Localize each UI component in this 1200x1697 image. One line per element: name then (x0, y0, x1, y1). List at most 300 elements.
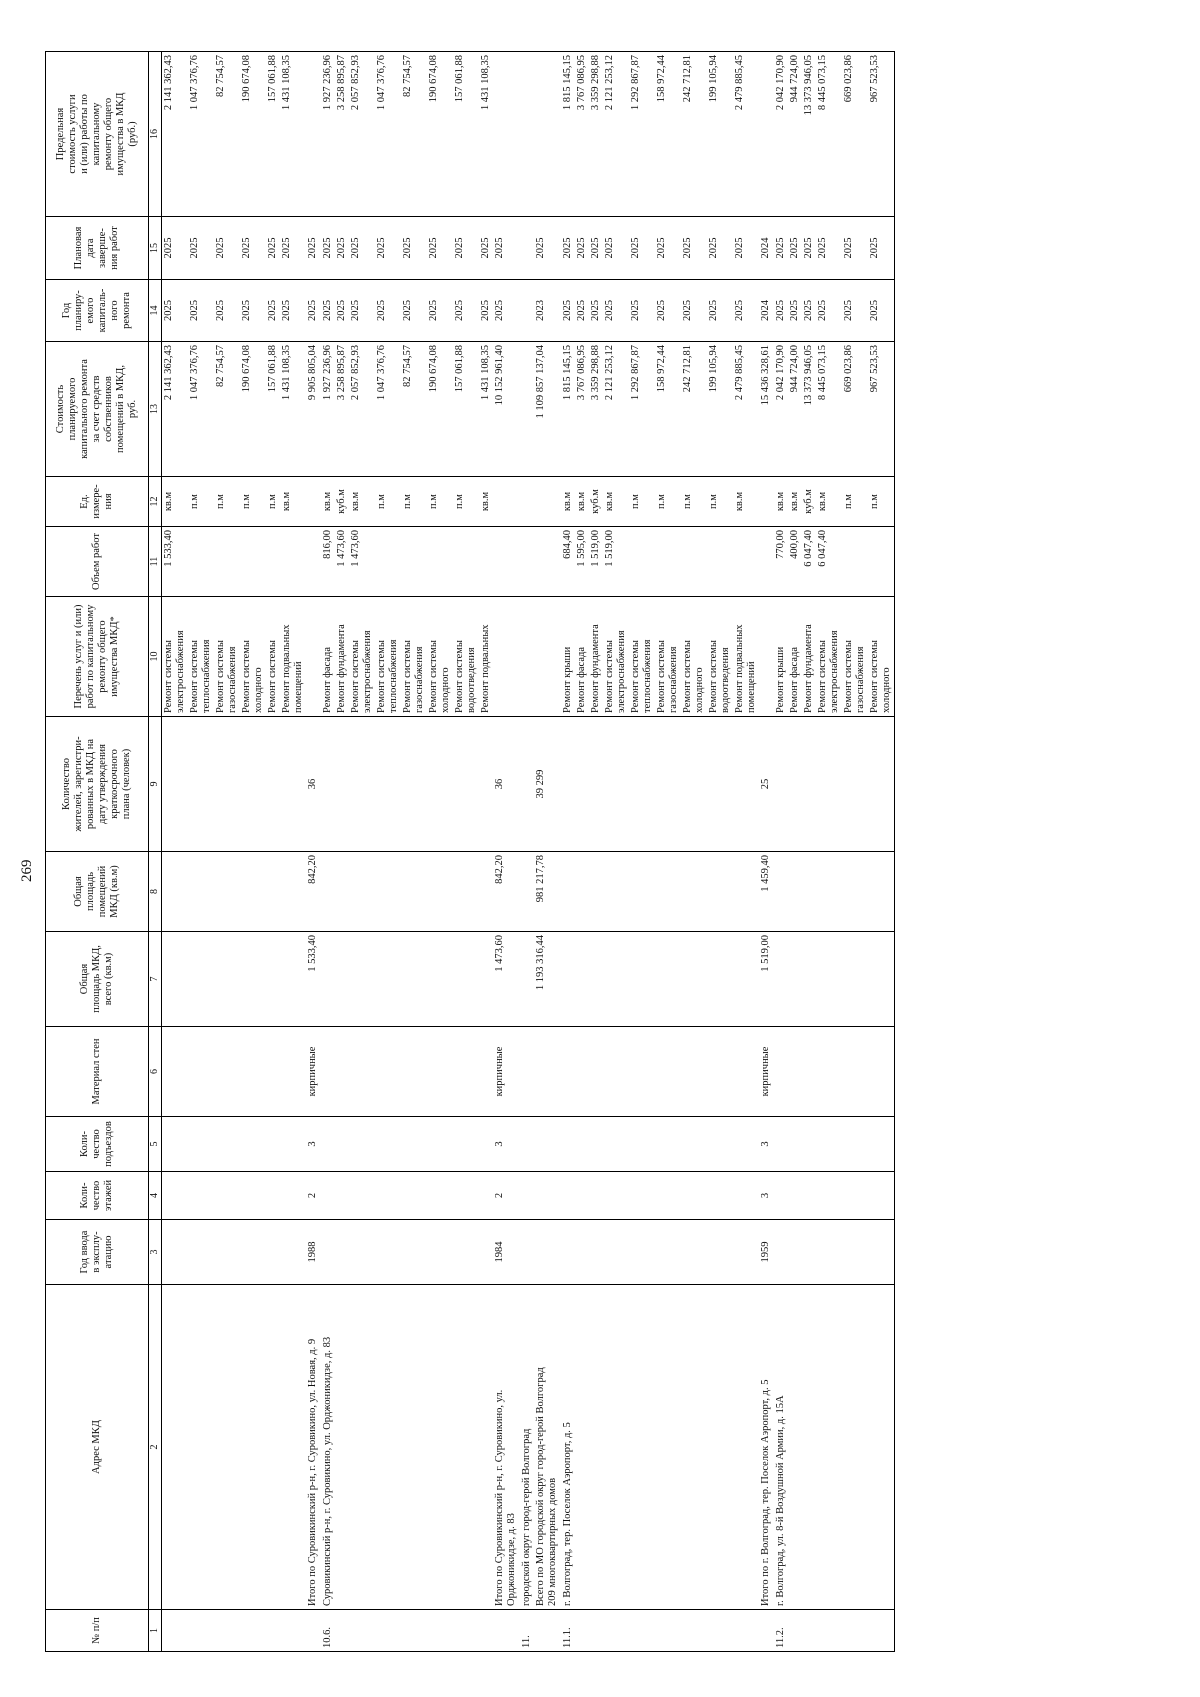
table-cell (788, 852, 802, 932)
table-cell (453, 1610, 479, 1652)
table-cell: 2025 (655, 217, 681, 280)
table-cell (629, 932, 655, 1027)
column-number: 9 (149, 717, 162, 852)
table-cell (375, 1117, 401, 1172)
table-cell: 1 927 236,96 (320, 52, 335, 217)
table-cell (401, 1285, 427, 1610)
table-cell (733, 1220, 759, 1285)
table-cell: 684,40 (560, 527, 575, 597)
table-cell: Ремонт системы электроснабжения (349, 597, 375, 717)
table-cell (349, 1610, 375, 1652)
table-cell (453, 1220, 479, 1285)
table-cell (306, 477, 320, 527)
table-cell: 2025 (306, 280, 320, 342)
table-cell: 2025 (560, 217, 575, 280)
table-row (842, 52, 868, 1652)
table-row (788, 52, 802, 1652)
table-cell: 2025 (427, 217, 453, 280)
table-cell: 2025 (816, 280, 842, 342)
table-cell: 82 754,57 (214, 52, 240, 217)
table-cell: 2025 (589, 280, 603, 342)
table-cell: 1988 (306, 1220, 320, 1285)
table-cell (842, 852, 868, 932)
table-cell (707, 852, 733, 932)
table-cell (375, 932, 401, 1027)
table-cell (759, 1610, 773, 1652)
table-cell: 2025 (842, 280, 868, 342)
table-cell (629, 1285, 655, 1610)
table-cell: 11.2. (773, 1610, 788, 1652)
table-cell: 1 815 145,15 (560, 52, 575, 217)
table-cell (427, 1220, 453, 1285)
table-row (375, 52, 401, 1652)
table-cell: кв.м (162, 477, 189, 527)
table-cell (479, 1610, 493, 1652)
table-cell (240, 1027, 266, 1117)
table-cell: 2 042 170,90 (773, 52, 788, 217)
column-header: Материал стен (46, 1027, 149, 1117)
table-cell: 2025 (375, 280, 401, 342)
table-cell (816, 852, 842, 932)
table-row (560, 52, 575, 1652)
table-cell (707, 1027, 733, 1117)
table-cell (427, 932, 453, 1027)
table-cell: 944 724,00 (788, 342, 802, 477)
table-cell: 2 057 852,93 (349, 52, 375, 217)
column-header: Ед. измере- ния (46, 477, 149, 527)
table-cell (349, 852, 375, 932)
table-cell (629, 1220, 655, 1285)
table-cell: 1 431 108,35 (479, 342, 493, 477)
table-cell: 2025 (788, 280, 802, 342)
table-cell: 2025 (707, 280, 733, 342)
column-header: Предельная стоимость услуги и (или) работы по капитальному ремонту общего имущества в МКД (руб.) (46, 52, 149, 217)
table-cell (479, 527, 493, 597)
table-cell (266, 932, 280, 1027)
table-cell (519, 342, 534, 477)
table-cell (655, 1610, 681, 1652)
table-cell: 2025 (335, 280, 349, 342)
table-row (759, 52, 773, 1652)
table-cell (788, 717, 802, 852)
table-cell: Ремонт системы газоснабжения (401, 597, 427, 717)
table-cell (534, 597, 560, 717)
table-cell (733, 1285, 759, 1610)
column-header: Общая площадь МКД, всего (кв.м) (46, 932, 149, 1027)
table-cell (802, 1027, 816, 1117)
table-cell (162, 1285, 189, 1610)
table-row (214, 52, 240, 1652)
table-cell (188, 1027, 214, 1117)
table-cell (453, 852, 479, 932)
table-cell: 3 767 086,95 (575, 52, 589, 217)
table-cell (493, 1610, 519, 1652)
table-cell: 1 193 316,44 (534, 932, 560, 1027)
table-cell (453, 1027, 479, 1117)
table-cell (375, 1172, 401, 1220)
table-cell: 158 972,44 (655, 52, 681, 217)
table-row (266, 52, 280, 1652)
table-cell (349, 1027, 375, 1117)
table-cell (788, 1610, 802, 1652)
table-cell (816, 1117, 842, 1172)
table-cell (534, 1172, 560, 1220)
table-cell (162, 1027, 189, 1117)
table-cell (320, 1172, 335, 1220)
table-cell (629, 1610, 655, 1652)
table-cell (655, 1285, 681, 1610)
table-cell (453, 1117, 479, 1172)
table-cell (773, 1027, 788, 1117)
table-cell (427, 1027, 453, 1117)
table-cell: 1 047 376,76 (375, 52, 401, 217)
table-cell (733, 852, 759, 932)
table-cell: 2 141 362,43 (162, 342, 189, 477)
table-cell (375, 852, 401, 932)
table-row (629, 52, 655, 1652)
table-cell (349, 1220, 375, 1285)
column-header: Общая площадь помещений МКД (кв.м) (46, 852, 149, 932)
table-row (349, 52, 375, 1652)
table-cell: 13 373 946,05 (802, 52, 816, 217)
table-cell: 1 473,60 (349, 527, 375, 597)
table-cell (589, 1610, 603, 1652)
table-cell (575, 852, 589, 932)
table-cell (681, 717, 707, 852)
table-cell: 1 473,60 (493, 932, 519, 1027)
table-cell: 2025 (802, 217, 816, 280)
table-cell: 2025 (266, 217, 280, 280)
table-cell (427, 1285, 453, 1610)
table-cell: 1 047 376,76 (375, 342, 401, 477)
table-cell (214, 1027, 240, 1117)
table-cell (401, 1027, 427, 1117)
table-cell: 2025 (733, 280, 759, 342)
table-cell: 190 674,08 (240, 52, 266, 217)
table-cell: 2025 (655, 280, 681, 342)
table-row (240, 52, 266, 1652)
table-cell: 3 (759, 1117, 773, 1172)
table-cell: Ремонт системы газоснабжения (655, 597, 681, 717)
table-cell: 3 (759, 1172, 773, 1220)
column-number: 15 (149, 217, 162, 280)
table-cell: 2025 (560, 280, 575, 342)
table-cell (401, 852, 427, 932)
table-cell: кв.м (773, 477, 788, 527)
table-cell (560, 717, 575, 852)
table-cell (240, 717, 266, 852)
column-number: 6 (149, 1027, 162, 1117)
table-cell: 8 445 073,15 (816, 342, 842, 477)
table-cell: Итого по Суровикинский р-н, г. Суровикино, ул. Новая, д. 9 (306, 1285, 320, 1610)
table-cell: 669 023,86 (842, 52, 868, 217)
table-cell: 1959 (759, 1220, 773, 1285)
table-cell: п.м (240, 477, 266, 527)
table-cell: Ремонт крыши (560, 597, 575, 717)
table-cell (842, 1172, 868, 1220)
table-cell: 3 767 086,95 (575, 342, 589, 477)
table-cell: 10.6. (320, 1610, 335, 1652)
table-cell (401, 527, 427, 597)
table-cell (162, 1610, 189, 1652)
table-cell (655, 527, 681, 597)
table-cell (603, 1285, 629, 1610)
table-cell: Ремонт подвальных помещений (280, 597, 306, 717)
table-cell: 1 431 108,35 (479, 52, 493, 217)
table-cell (733, 932, 759, 1027)
table-cell (802, 852, 816, 932)
table-cell (240, 1285, 266, 1610)
table-cell (707, 1220, 733, 1285)
table-cell (575, 1285, 589, 1610)
table-cell (320, 1027, 335, 1117)
table-cell: г. Волгоград, тер. Поселок Аэропорт, д. 5 (560, 1285, 575, 1610)
table-cell (603, 932, 629, 1027)
table-cell: Ремонт системы электроснабжения (816, 597, 842, 717)
table-cell: 13 373 946,05 (802, 342, 816, 477)
table-cell: 36 (306, 717, 320, 852)
table-cell (773, 852, 788, 932)
table-cell: 1 047 376,76 (188, 52, 214, 217)
table-cell (629, 852, 655, 932)
table-cell: 3 359 298,88 (589, 52, 603, 217)
table-cell (427, 1172, 453, 1220)
table-cell: 2025 (603, 280, 629, 342)
table-cell (493, 52, 519, 217)
table-cell: 2025 (401, 280, 427, 342)
table-cell (802, 1220, 816, 1285)
table-cell: Ремонт системы электроснабжения (162, 597, 189, 717)
table-cell (560, 1117, 575, 1172)
table-cell: 3 258 895,87 (335, 342, 349, 477)
table-cell: Ремонт крыши (773, 597, 788, 717)
table-cell (707, 1285, 733, 1610)
table-row (453, 52, 479, 1652)
table-cell (534, 1610, 560, 1652)
table-cell (589, 932, 603, 1027)
table-cell (453, 1285, 479, 1610)
table-cell: 1 109 857 137,04 (534, 342, 560, 477)
table-cell (868, 1117, 895, 1172)
table-cell (842, 527, 868, 597)
table-cell: 2025 (629, 217, 655, 280)
column-header: Перечень услуг и (или) работ по капитальному ремонту общего имущества МКД* (46, 597, 149, 717)
table-cell (788, 1027, 802, 1117)
table-cell (655, 1172, 681, 1220)
page-number: 269 (19, 859, 35, 882)
table-cell: 2025 (479, 280, 493, 342)
table-cell (519, 932, 534, 1027)
table-cell: 816,00 (320, 527, 335, 597)
table-cell (589, 717, 603, 852)
table-cell (519, 527, 534, 597)
table-cell: 1 519,00 (589, 527, 603, 597)
table-row (479, 52, 493, 1652)
table-cell: 981 217,78 (534, 852, 560, 932)
table-cell: 3 (493, 1117, 519, 1172)
table-cell: 1 927 236,96 (320, 342, 335, 477)
table-cell: 2025 (162, 217, 189, 280)
table-cell (681, 1027, 707, 1117)
header-row (46, 52, 149, 1652)
table-cell (519, 477, 534, 527)
table-cell (493, 527, 519, 597)
table-cell (519, 852, 534, 932)
table-cell (868, 527, 895, 597)
table-cell (335, 1220, 349, 1285)
table-cell (655, 932, 681, 1027)
table-cell (868, 932, 895, 1027)
column-number: 5 (149, 1117, 162, 1172)
table-cell: Ремонт системы газоснабжения (214, 597, 240, 717)
table-cell (655, 717, 681, 852)
table-cell (479, 852, 493, 932)
table-cell: кв.м (479, 477, 493, 527)
table-cell (534, 527, 560, 597)
table-cell: 967 523,53 (868, 52, 895, 217)
table-cell (519, 1172, 534, 1220)
table-cell (427, 852, 453, 932)
table-cell (266, 1285, 280, 1610)
table-cell: 2024 (759, 217, 773, 280)
table-cell (868, 852, 895, 932)
table-cell (816, 1220, 842, 1285)
table-cell (320, 1220, 335, 1285)
table-cell (816, 717, 842, 852)
table-cell (655, 1027, 681, 1117)
table-cell: 2025 (188, 217, 214, 280)
table-row (162, 52, 189, 1652)
table-cell (655, 1117, 681, 1172)
table-cell (589, 1172, 603, 1220)
table-cell (214, 1220, 240, 1285)
table-cell: кв.м (603, 477, 629, 527)
table-cell: Ремонт системы (266, 597, 280, 717)
table-cell (681, 1172, 707, 1220)
table-cell (589, 1285, 603, 1610)
table-row (519, 52, 534, 1652)
table-cell: куб.м (589, 477, 603, 527)
table-cell: 2025 (788, 217, 802, 280)
table-cell: 3 359 298,88 (589, 342, 603, 477)
table-cell (349, 717, 375, 852)
table-cell: 669 023,86 (842, 342, 868, 477)
table-cell (733, 527, 759, 597)
table-cell (842, 717, 868, 852)
table-cell: 1 815 145,15 (560, 342, 575, 477)
table-cell (603, 852, 629, 932)
table-cell: 82 754,57 (401, 52, 427, 217)
table-cell (519, 1117, 534, 1172)
table-cell: г. Волгоград, ул. 8-й Воздушной Армии, д. 15А (773, 1285, 788, 1610)
table-cell: 39 299 (534, 717, 560, 852)
table-cell: 82 754,57 (401, 342, 427, 477)
table-row (493, 52, 519, 1652)
table-cell: п.м (707, 477, 733, 527)
table-cell (560, 1220, 575, 1285)
column-number: 7 (149, 932, 162, 1027)
table-cell (266, 1220, 280, 1285)
table-cell (603, 717, 629, 852)
table-cell (773, 1220, 788, 1285)
table-cell: 2 057 852,93 (349, 342, 375, 477)
table-cell: 2 042 170,90 (773, 342, 788, 477)
table-row (802, 52, 816, 1652)
table-cell (519, 597, 534, 717)
table-cell (589, 1027, 603, 1117)
table-cell (479, 1285, 493, 1610)
table-cell (240, 1172, 266, 1220)
table-cell: 2 479 885,45 (733, 342, 759, 477)
table-cell: кв.м (788, 477, 802, 527)
table-cell (214, 1172, 240, 1220)
table-cell (401, 717, 427, 852)
column-number: 8 (149, 852, 162, 932)
table-cell (707, 527, 733, 597)
table-cell: Ремонт фасада (575, 597, 589, 717)
table-cell: 2025 (534, 217, 560, 280)
table-cell (240, 932, 266, 1027)
table-row (534, 52, 560, 1652)
table-cell: 2 (306, 1172, 320, 1220)
column-header: Коли- чество подъездов (46, 1117, 149, 1172)
table-cell: кв.м (733, 477, 759, 527)
table-cell (240, 852, 266, 932)
table-cell: 242 712,81 (681, 52, 707, 217)
table-cell (266, 852, 280, 932)
table-cell (335, 1117, 349, 1172)
table-cell (534, 1027, 560, 1117)
table-cell: 2025 (479, 217, 493, 280)
column-header: Адрес МКД (46, 1285, 149, 1610)
table-cell: 2025 (427, 280, 453, 342)
table-cell (802, 932, 816, 1027)
table-cell (842, 932, 868, 1027)
table-cell (603, 1220, 629, 1285)
table-cell (280, 852, 306, 932)
table-cell (280, 717, 306, 852)
table-cell (707, 1172, 733, 1220)
table-cell (655, 852, 681, 932)
table-cell: 1 533,40 (162, 527, 189, 597)
table-row (320, 52, 335, 1652)
table-cell: п.м (188, 477, 214, 527)
table-cell (320, 852, 335, 932)
table-cell: 2025 (575, 217, 589, 280)
table-cell: 25 (759, 717, 773, 852)
table-cell: п.м (629, 477, 655, 527)
table-cell: 1 533,40 (306, 932, 320, 1027)
table-cell: 2025 (453, 280, 479, 342)
table-cell (868, 717, 895, 852)
table-cell (266, 1117, 280, 1172)
table-cell (453, 1172, 479, 1220)
table-cell (868, 1285, 895, 1610)
table-cell (320, 1117, 335, 1172)
table-cell (401, 1610, 427, 1652)
table-cell: 199 105,94 (707, 52, 733, 217)
table-cell: Ремонт фасада (320, 597, 335, 717)
table-cell (453, 717, 479, 852)
table-cell (842, 1220, 868, 1285)
column-number: 13 (149, 342, 162, 477)
table-cell: Ремонт фасада (788, 597, 802, 717)
table-cell (816, 1172, 842, 1220)
table-cell: 2024 (759, 280, 773, 342)
table-cell (681, 1220, 707, 1285)
table-cell: 2025 (493, 280, 519, 342)
table-cell: п.м (655, 477, 681, 527)
